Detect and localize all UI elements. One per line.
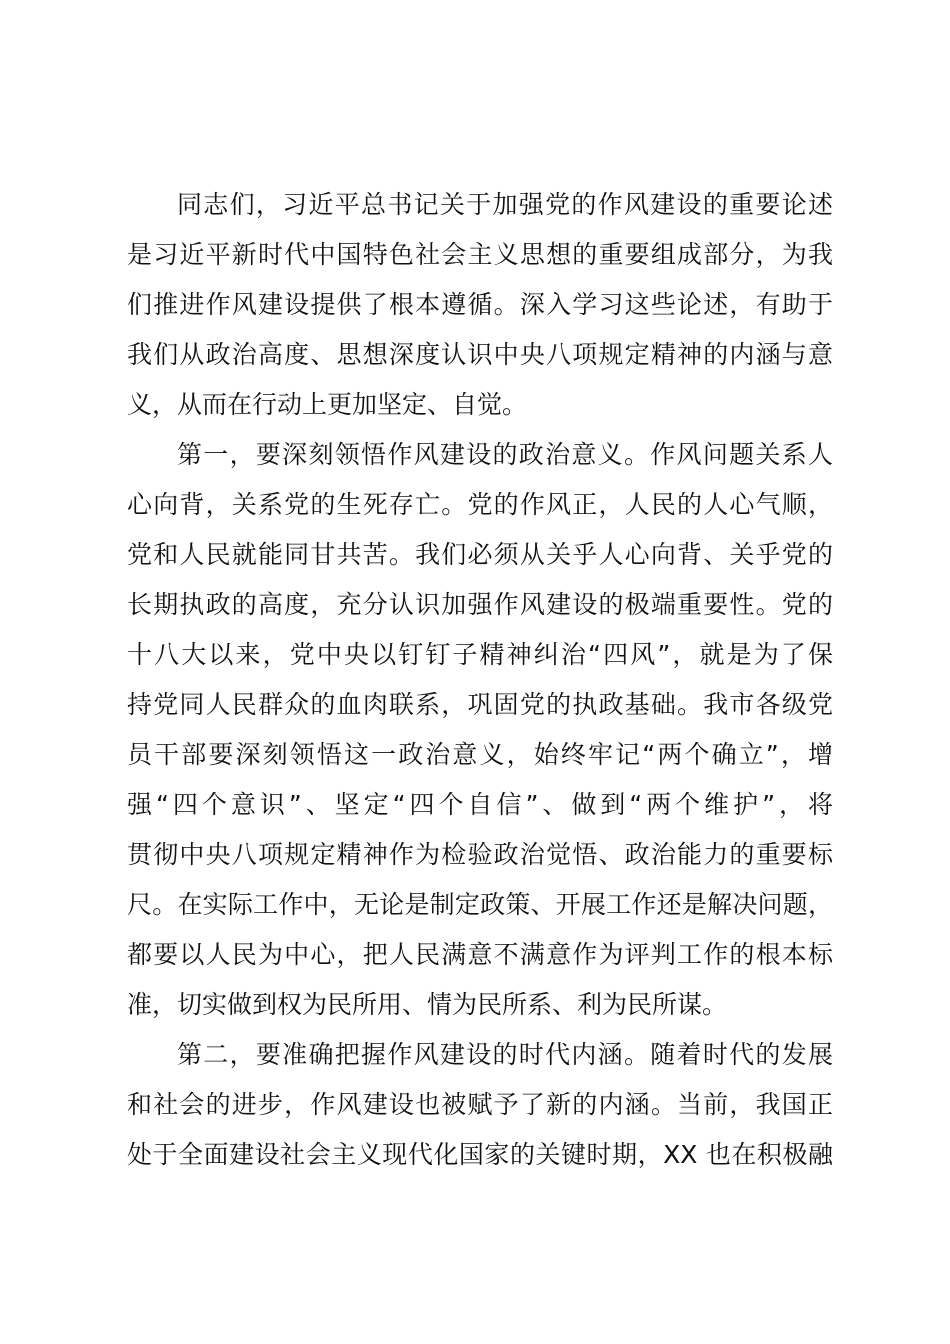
text-line: 都要以人民为中心，把人民满意不满意作为评判工作的根本标: [127, 940, 833, 969]
text-line: 长期执政的高度，充分认识加强作风建设的极端重要性。党的: [127, 590, 833, 619]
text-line: 十八大以来，党中央以钉钉子精神纠治“四风”，就是为了保: [127, 640, 833, 669]
text-line: 党和人民就能同甘共苦。我们必须从关乎人心向背、关乎党的: [127, 540, 833, 569]
text-line: 准，切实做到权为民所用、情为民所系、利为民所谋。: [127, 990, 728, 1019]
text-line: 第一，要深刻领悟作风建设的政治意义。作风问题关系人: [177, 440, 833, 469]
paragraph-first-point: [127, 430, 833, 1030]
text-line: 同志们，习近平总书记关于加强党的作风建设的重要论述: [177, 190, 833, 219]
text-line: 员干部要深刻领悟这一政治意义，始终牢记“两个确立”，增: [127, 740, 833, 769]
text-line: 和社会的进步，作风建设也被赋予了新的内涵。当前，我国正: [127, 1090, 833, 1119]
document-body: [127, 180, 833, 1180]
text-line: 强“四个意识”、坚定“四个自信”、做到“两个维护”，将: [127, 790, 833, 819]
text-line: 心向背，关系党的生死存亡。党的作风正，人民的人心气顺，: [127, 490, 833, 519]
paragraph-intro: [127, 180, 833, 430]
text-line: 是习近平新时代中国特色社会主义思想的重要组成部分，为我: [127, 240, 833, 269]
text-line: 我们从政治高度、思想深度认识中央八项规定精神的内涵与意: [127, 340, 833, 369]
text-line: 贯彻中央八项规定精神作为检验政治觉悟、政治能力的重要标: [127, 840, 833, 869]
paragraph-second-point: [127, 1030, 833, 1180]
text-line: 们推进作风建设提供了根本遵循。深入学习这些论述，有助于: [127, 290, 833, 319]
text-line: 义，从而在行动上更加坚定、自觉。: [127, 390, 528, 419]
text-line: 处于全面建设社会主义现代化国家的关键时期，XX 也在积极融: [127, 1140, 833, 1169]
text-line: 持党同人民群众的血肉联系，巩固党的执政基础。我市各级党: [127, 690, 833, 719]
text-line: 尺。在实际工作中，无论是制定政策、开展工作还是解决问题，: [127, 890, 833, 919]
text-line: 第二，要准确把握作风建设的时代内涵。随着时代的发展: [177, 1040, 833, 1069]
